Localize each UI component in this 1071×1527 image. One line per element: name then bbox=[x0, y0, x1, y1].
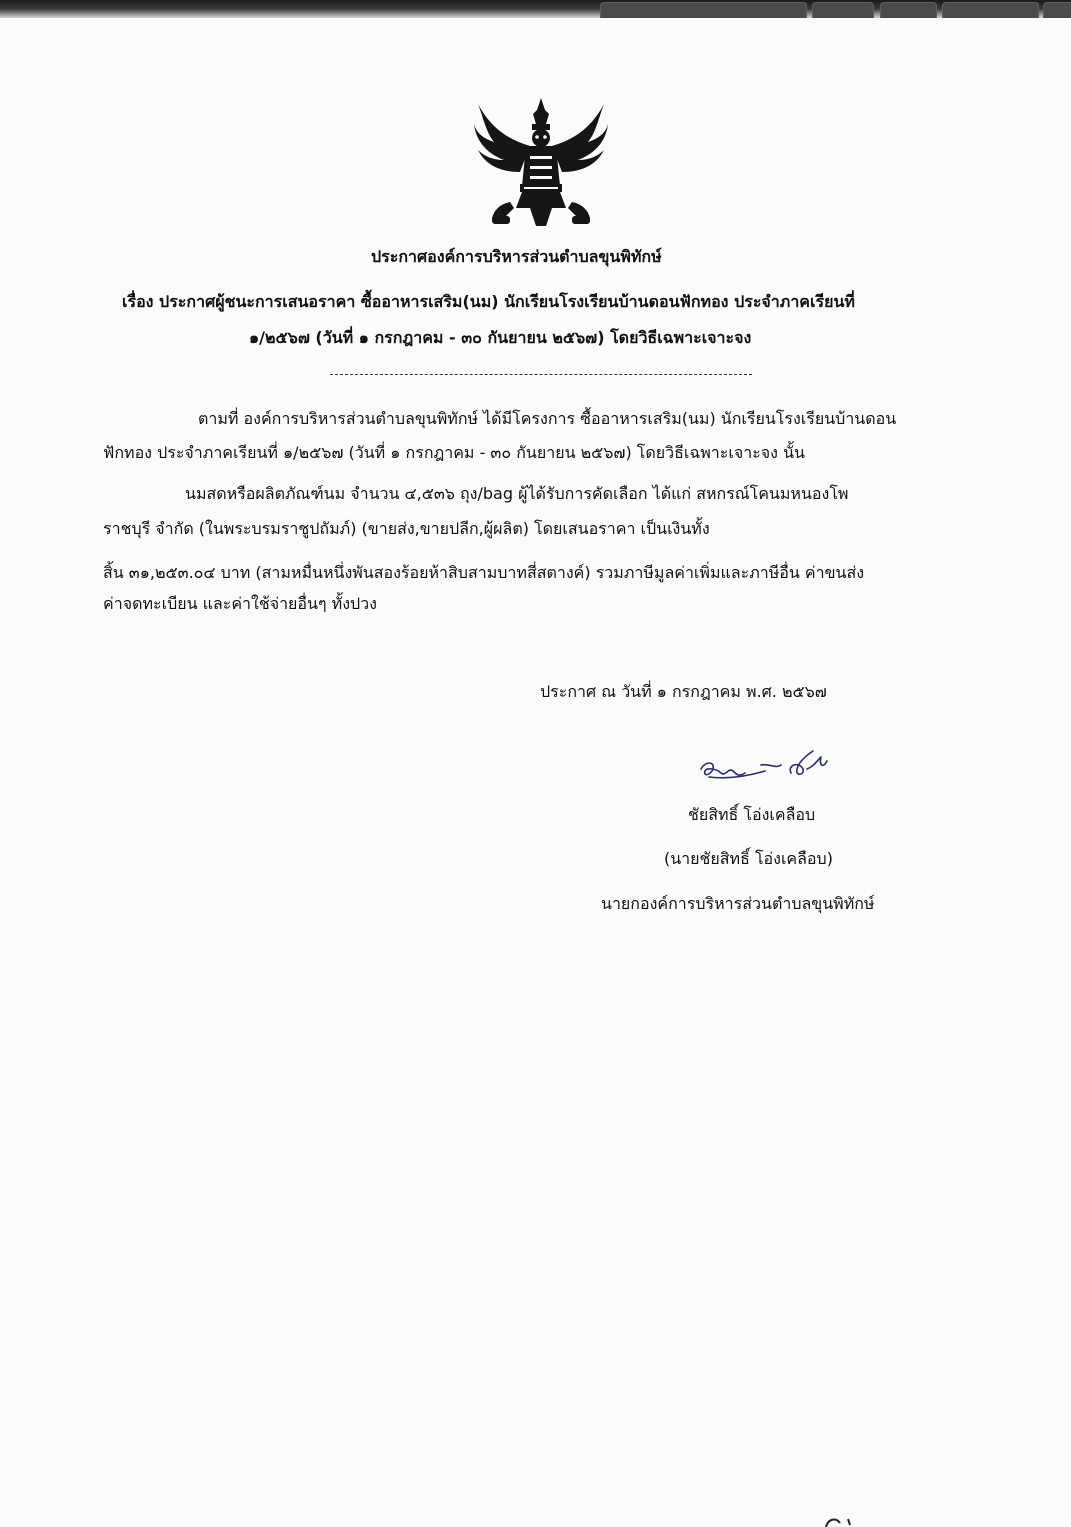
body-line-5: สิ้น ๓๑,๒๕๓.๐๔ บาท (สามหมื่นหนึ่งพันสองร้อยห้าสิบสามบาทสี่สตางค์) รวมภาษีมูลค่าเพิ่มและภาษีอื่น ค่าขนส่ง bbox=[103, 563, 865, 582]
body-line-4: ราชบุรี จำกัด (ในพระบรมราชูปถัมภ์) (ขายส่ง,ขายปลีก,ผู้ผลิต) โดยเสนอราคา เป็นเงินทั้ง bbox=[103, 519, 710, 538]
announce-date: ประกาศ ณ วันที่ ๑ กรกฎาคม พ.ศ. ๒๕๖๗ bbox=[540, 682, 827, 701]
garuda-emblem-icon bbox=[470, 90, 612, 230]
subject-line-2: ๑/๒๕๖๗ (วันที่ ๑ กรกฎาคม - ๓๐ กันยายน ๒๕๖๗) โดยวิธีเฉพาะเจาะจง bbox=[249, 328, 752, 347]
signer-name: ชัยสิทธิ์ โอ่งเคลือบ bbox=[688, 805, 816, 824]
agency-heading: ประกาศองค์การบริหารส่วนตำบลขุนพิทักษ์ bbox=[371, 247, 662, 266]
header-divider bbox=[330, 374, 752, 375]
body-line-2: ฟักทอง ประจำภาคเรียนที่ ๑/๒๕๖๗ (วันที่ ๑ กรกฎาคม - ๓๐ กันยายน ๒๕๖๗) โดยวิธีเฉพาะเจาะจง นั้น bbox=[103, 443, 805, 462]
body-line-3: นมสดหรือผลิตภัณฑ์นม จำนวน ๔,๕๓๖ ถุง/bag ผู้ได้รับการคัดเลือก ได้แก่ สหกรณ์โคนมหนองโพ bbox=[185, 484, 849, 503]
body-line-6: ค่าจดทะเบียน และค่าใช้จ่ายอื่นๆ ทั้งปวง bbox=[103, 594, 377, 613]
handwritten-signature-icon bbox=[695, 747, 835, 785]
body-line-1: ตามที่ องค์การบริหารส่วนตำบลขุนพิทักษ์ ได้มีโครงการ ซื้ออาหารเสริม(นม) นักเรียนโรงเรียนบ้านดอน bbox=[198, 409, 897, 428]
signer-position: นายกองค์การบริหารส่วนตำบลขุนพิทักษ์ bbox=[601, 894, 875, 913]
page-edge-mark bbox=[818, 1515, 868, 1527]
signer-full-name: (นายชัยสิทธิ์ โอ่งเคลือบ) bbox=[664, 849, 833, 868]
photo-edge-shadow bbox=[0, 0, 1071, 20]
subject-line-1: เรื่อง ประกาศผู้ชนะการเสนอราคา ซื้ออาหารเสริม(นม) นักเรียนโรงเรียนบ้านดอนฟักทอง ประจำภาคเรียนที่ bbox=[122, 292, 855, 311]
